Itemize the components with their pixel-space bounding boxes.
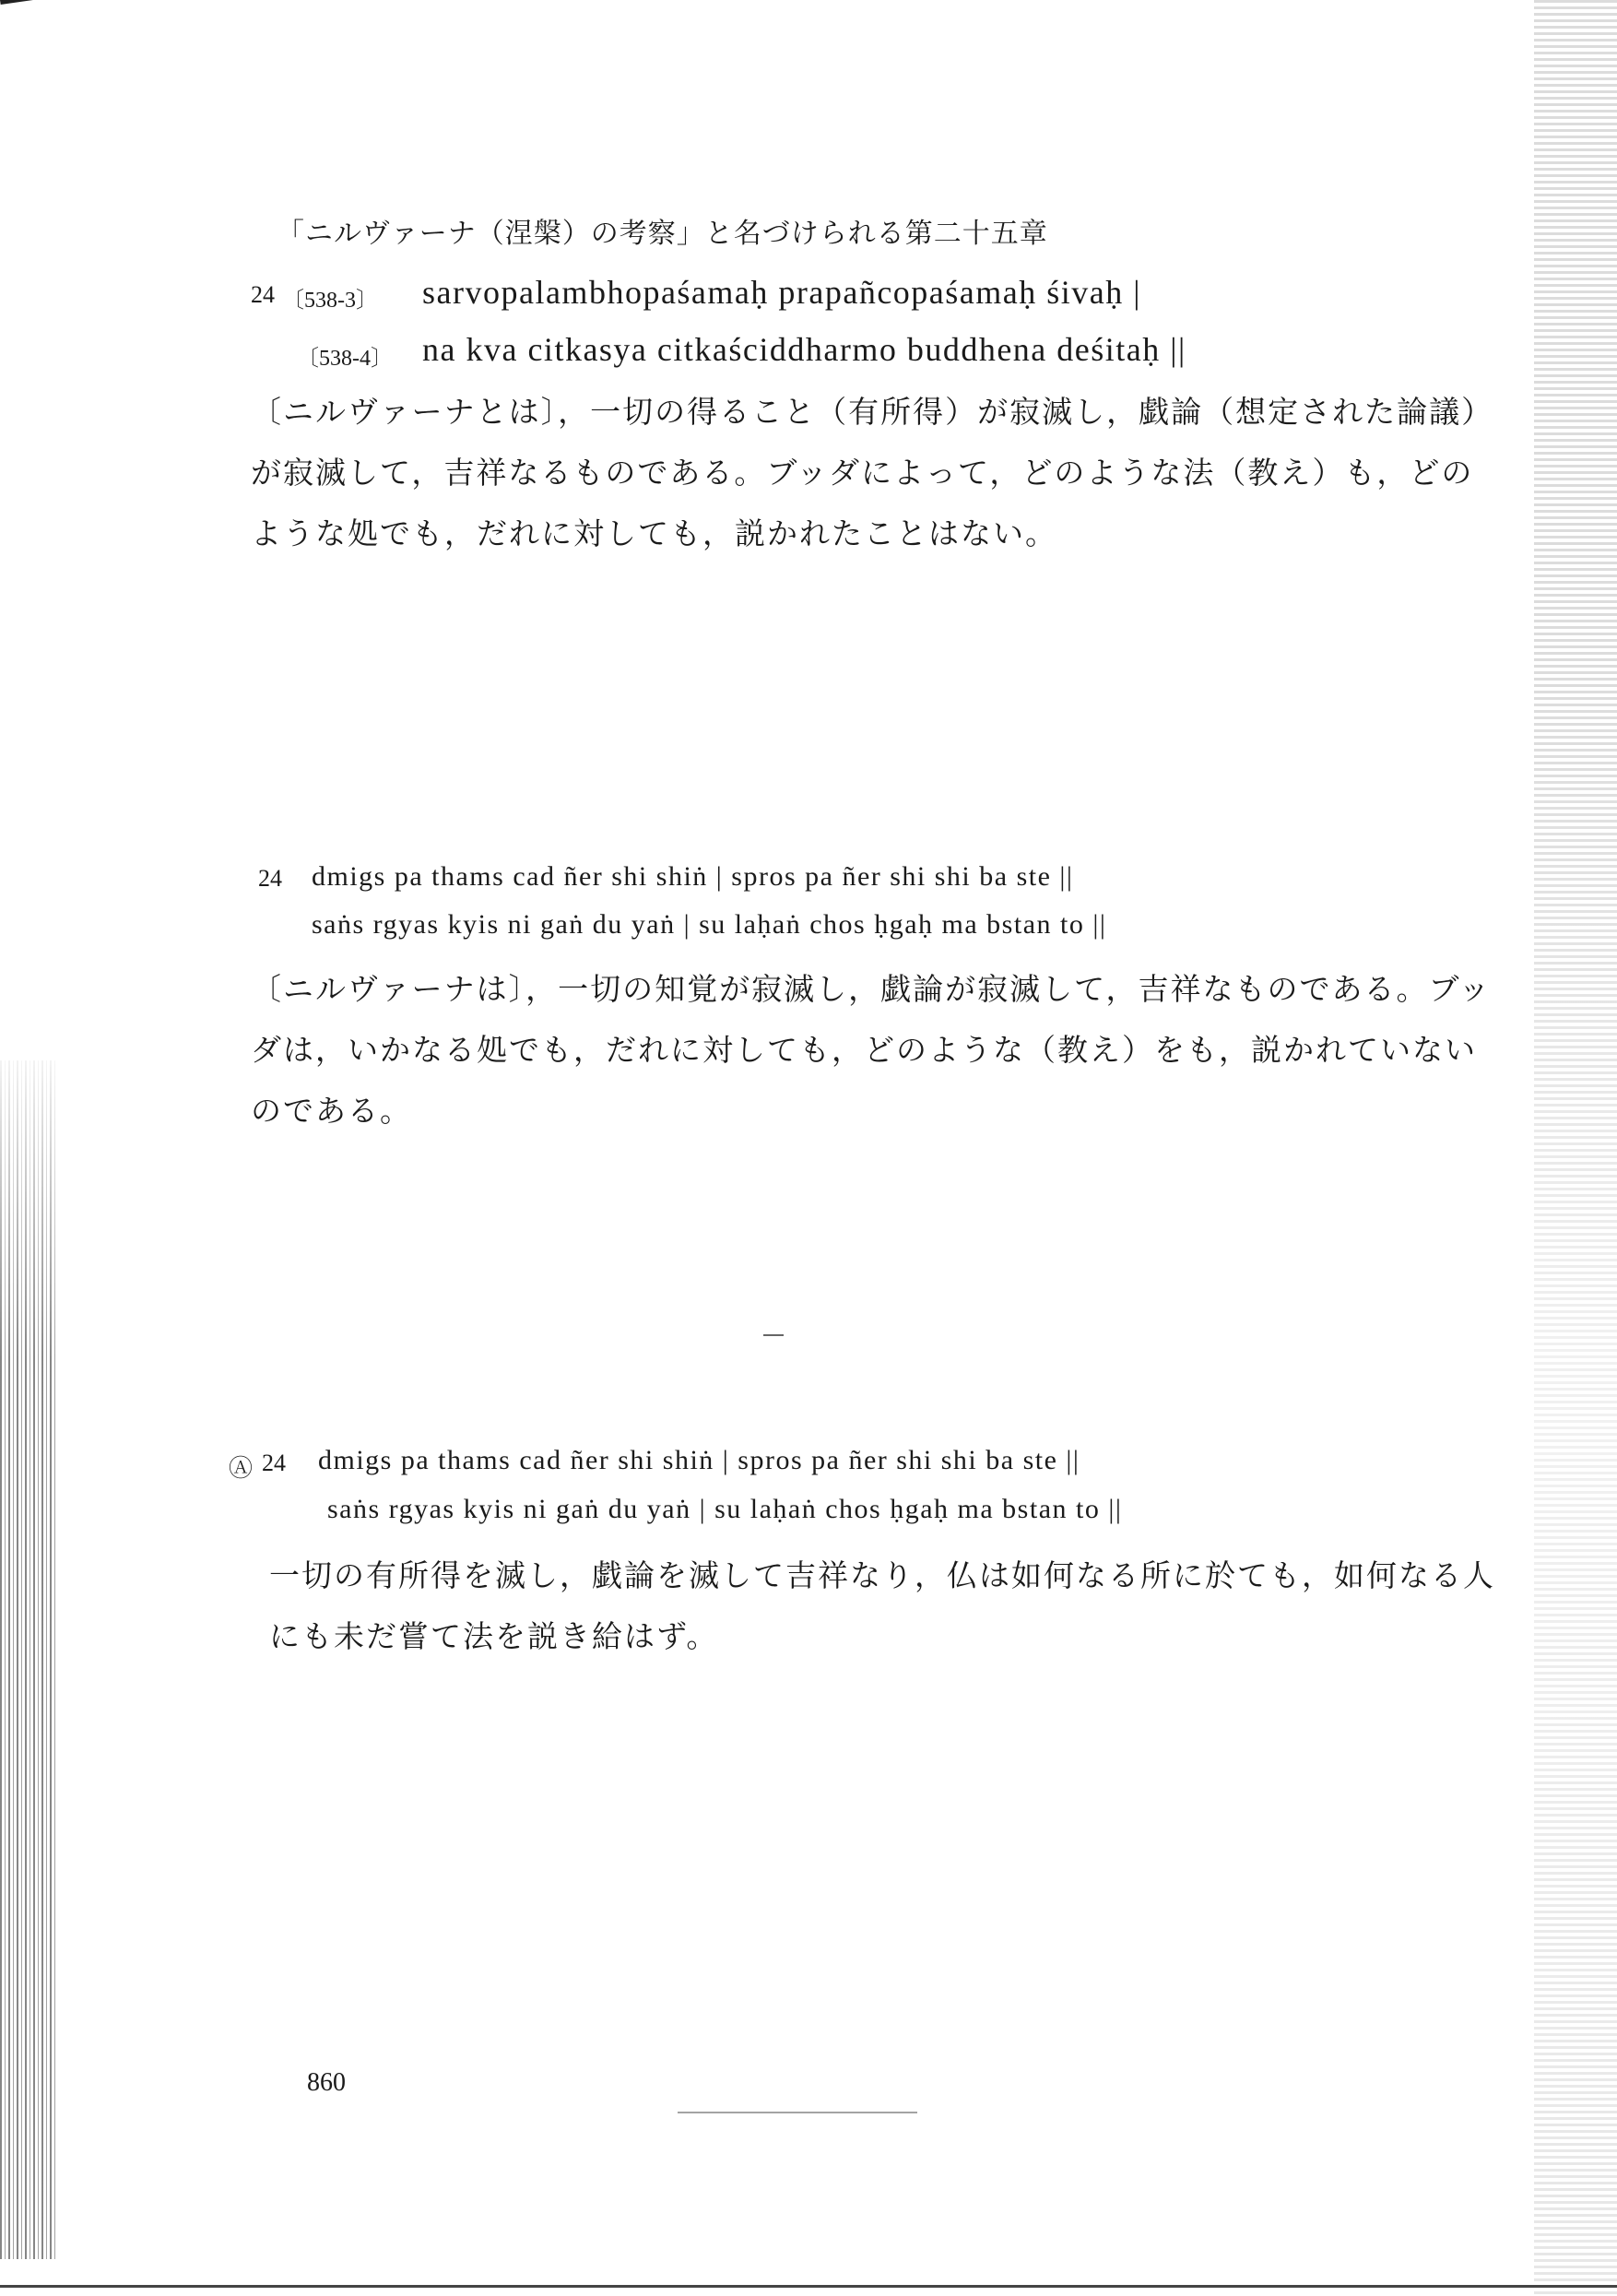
japanese-translation: 〔ニルヴァーナは〕，一切の知覚が寂滅し，戯論が寂滅して，吉祥なものである。ブッダは，いかなる処でも，だれに対しても，どのような（教え）をも，説かれていないのである。: [251, 971, 1492, 1129]
sanskrit-line: na kva citkasya citkaściddharmo buddhena deśitaḥ ||: [422, 331, 1186, 368]
tibetan-line: saṅs rgyas kyis ni gaṅ du yaṅ | su laḥaṅ chos ḥgaḥ ma bstan to ||: [327, 1494, 1123, 1524]
tibetan-line: dmigs pa thams cad ñer shi shiṅ | spros pa ñer shi shi ba ste ||: [318, 1445, 1080, 1475]
verse-number: 24: [262, 1450, 286, 1476]
scan-edge-fade: [0, 1060, 55, 2259]
scan-mark: [0, 0, 42, 5]
verse-number: 24: [251, 281, 275, 308]
japanese-translation: 一切の有所得を滅し，戯論を滅して吉祥なり，仏は如何なる所に於ても，如何なる人にも未だ嘗て法を説き給はず。: [269, 1557, 1495, 1654]
scan-edge-shadow-right: [1534, 0, 1617, 2296]
page-number: 860: [307, 2068, 346, 2097]
sanskrit-line: sarvopalambhopaśamaḥ prapañcopaśamaḥ śivaḥ |: [422, 274, 1141, 311]
section-marker: Ⓐ: [229, 1455, 254, 1482]
verse-reference: 〔538-4〕: [297, 347, 393, 371]
scan-bottom-line: [0, 2285, 1617, 2288]
verse-number: 24: [258, 865, 282, 892]
tibetan-line: saṅs rgyas kyis ni gaṅ du yaṅ | su laḥaṅ chos ḥgaḥ ma bstan to ||: [312, 909, 1107, 940]
japanese-translation: 〔ニルヴァーナとは〕，一切の得ること（有所得）が寂滅し，戯論（想定された論議）が寂滅して，吉祥なるものである。ブッダによって，どのような法（教え）も，どのような処でも，だれに対しても，説かれたことはない。: [251, 394, 1494, 551]
scan-dash: [678, 2112, 917, 2113]
scan-dash: [763, 1334, 784, 1336]
chapter-title: 「ニルヴァーナ（涅槃）の考察」と名づけられる第二十五章: [277, 218, 1048, 250]
tibetan-line: dmigs pa thams cad ñer shi shiṅ | spros pa ñer shi shi ba ste ||: [312, 861, 1074, 892]
verse-reference: 〔538-3〕: [282, 289, 378, 313]
